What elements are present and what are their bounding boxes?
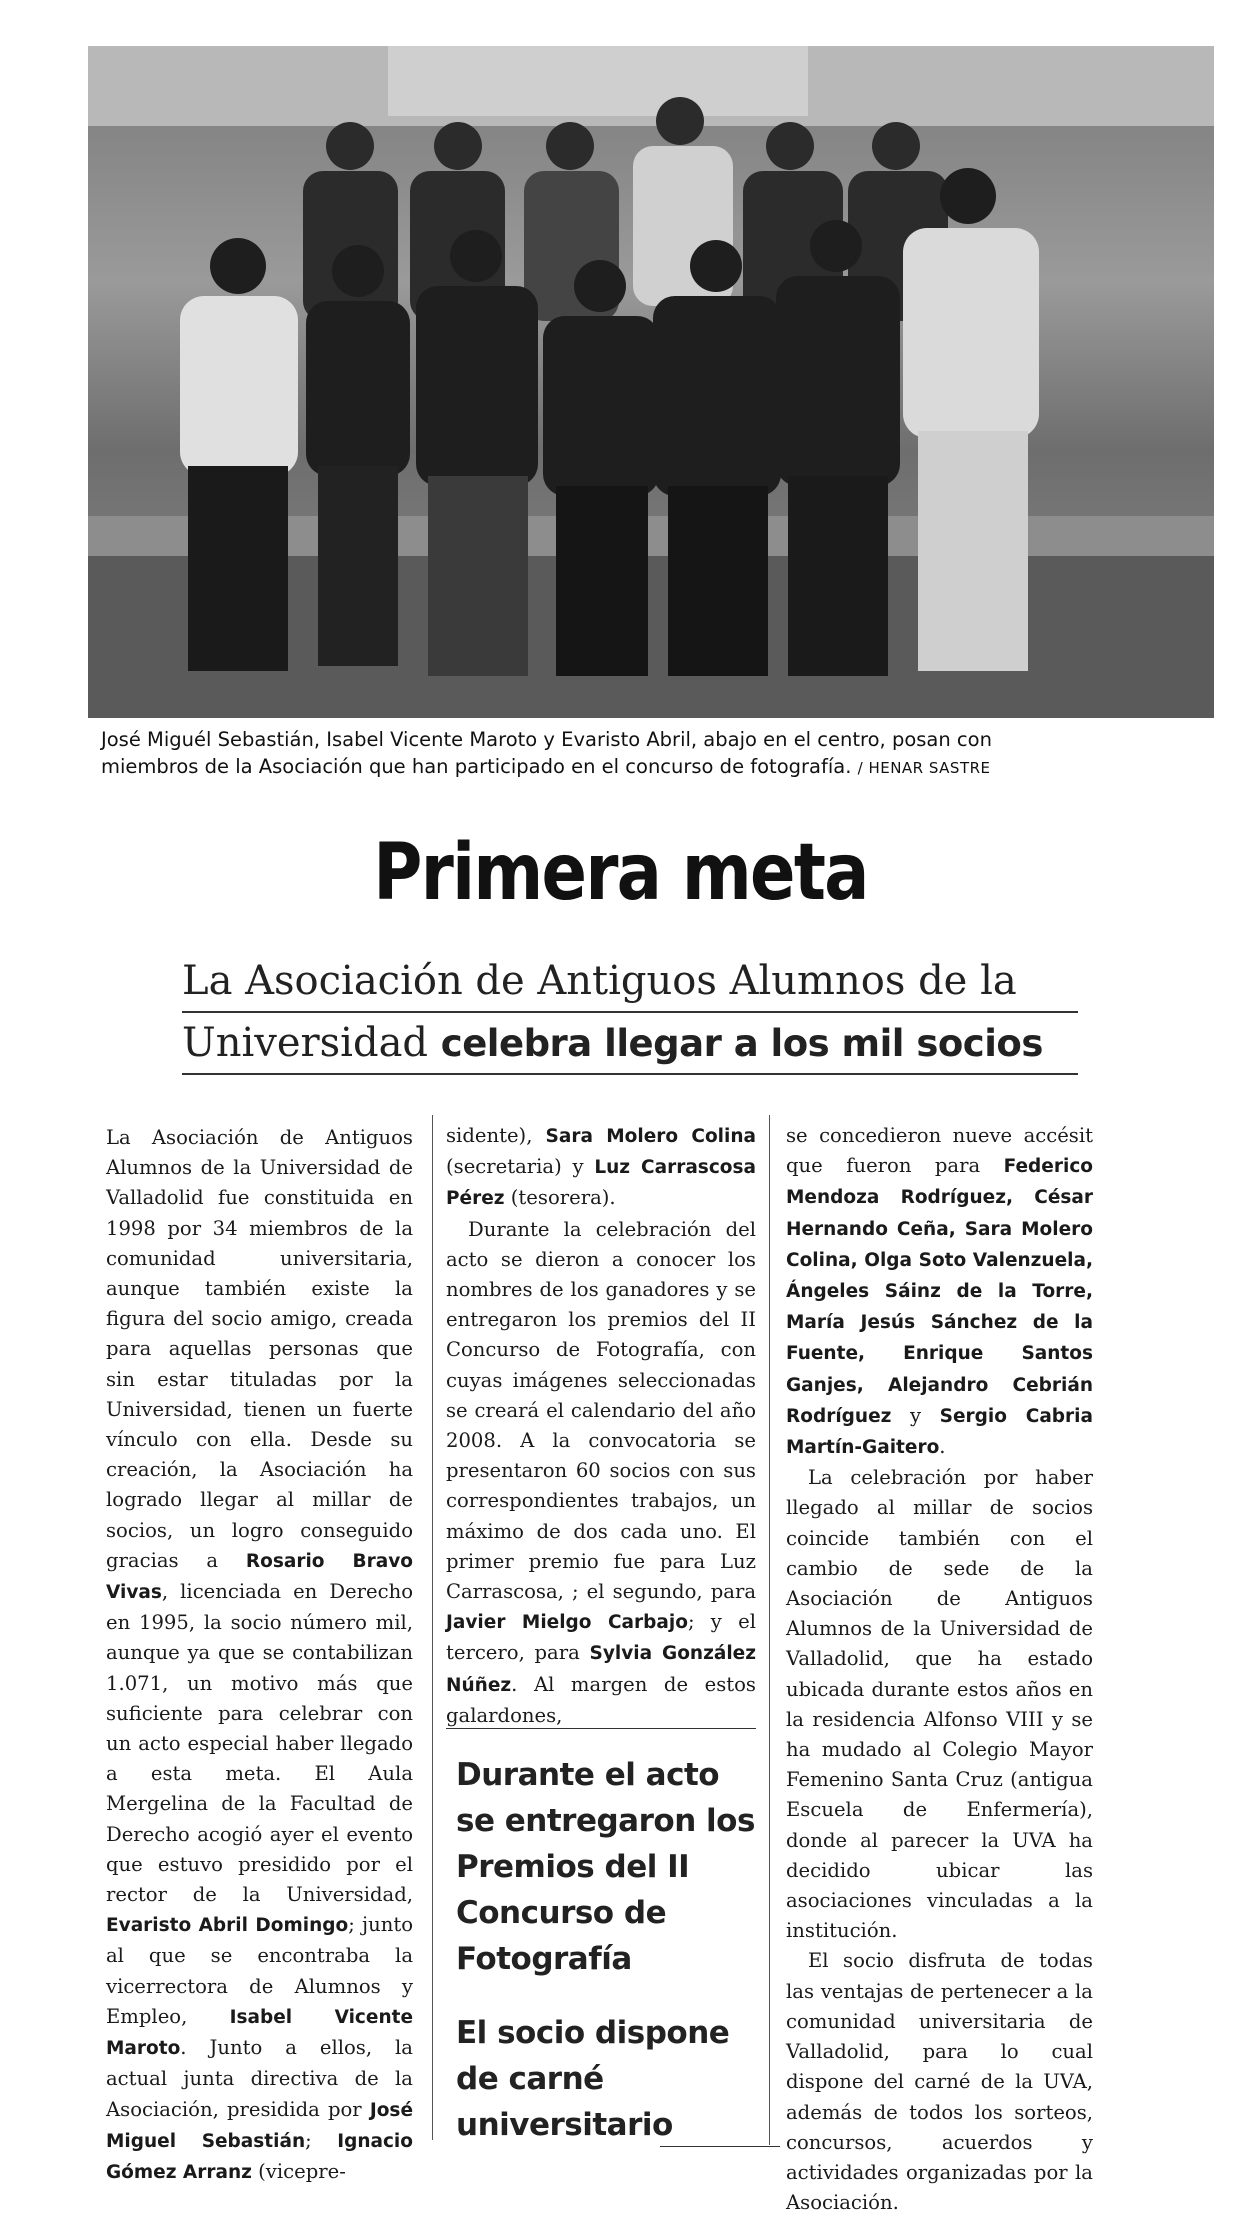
article-column-3: [786, 1121, 1093, 2218]
caption-line-1: José Miguél Sebastián, Isabel Vicente Maroto y Evaristo Abril, abajo en el centro, posan con: [101, 728, 992, 751]
group-photo: [88, 46, 1214, 718]
text-segment: ;: [305, 2128, 312, 2152]
text-segment: (tesorera).: [510, 1186, 616, 1210]
column-divider-1: [432, 1115, 433, 2140]
text-segment: (secretaria) y: [446, 1155, 584, 1179]
article-column-2: [446, 1121, 756, 1731]
text-segment: ; y el tercero, para: [446, 1610, 756, 1665]
pullquote-2: El socio dispone de carné universitario: [456, 2015, 730, 2143]
text-segment: (vicepre-: [258, 2159, 346, 2183]
bottom-rule: [660, 2146, 780, 2147]
person-name: Sara Molero Colina: [545, 1126, 756, 1147]
person-name: Rosario Bravo Vivas: [106, 1550, 413, 1604]
article-column-1: [106, 1123, 413, 2188]
text-segment: Durante la celebración del acto se dieron a conocer los nombres de los ganadores y se entregaron los premios del II Concurso de Fotografía, con cuyas imágenes seleccionadas se creará el calendario del año 2008. A la convocatoria se presentaron 60 socios con sus correspondientes trabajos, un máximo de dos cada uno. El primer premio fue para Luz Carrascosa, ; el segundo, para: [446, 1217, 756, 1604]
person-names: Federico Mendoza Rodríguez, César Hernando Ceña, Sara Molero Colina, Olga Soto Valenzuela, Ángeles Sáinz de la Torre, María Jesús Sánchez de la Fuente, Enrique Santos Ganjes, Alejandro Cebrián Rodríguez: [786, 1156, 1093, 1427]
column-divider-2: [769, 1115, 770, 2145]
subheadline-regular: Universidad: [182, 1020, 429, 1066]
person-name: Sylvia González Núñez: [446, 1643, 757, 1696]
subheadline-rule-bottom: [182, 1073, 1078, 1075]
text-segment: sidente),: [446, 1124, 533, 1147]
subheadline-bold: celebra llegar a los mil socios: [440, 1022, 1043, 1065]
text-segment: ; junto al que se encontraba la vicerrectora de Alumnos y Empleo,: [106, 1913, 413, 2028]
text-segment: La Asociación de Antiguos Alumnos de la Universidad de Valladolid fue constituida en 1998 por 34 miembros de la comunidad universitaria, aunque también existe la figura del socio amigo, creada para aquellas personas que sin estar tituladas por la Universidad, tienen un fuerte vínculo con ella. Desde su creación, la Asociación ha logrado llegar al millar de socios, un logro conseguido gracias a: [106, 1126, 413, 1572]
headline: Primera meta: [373, 828, 868, 918]
subheadline-line-2: [182, 1020, 1078, 1066]
column-3-paragraph-2: La celebración por haber llegado al millar de socios coincide también con el cambio de sede de la Asociación de Antiguos Alumnos de la Universidad de Valladolid, que ha estado ubicada durante estos años en la residencia Alfonso VIII y se ha mudado al Colegio Mayor Femenino Santa Cruz (antigua Escuela de Enfermería), donde al parecer la UVA ha decidido ubicar las asociaciones vinculadas a la institución.: [786, 1466, 1093, 1943]
person-name: Ignacio Gómez Arranz: [106, 2130, 413, 2183]
person-name: Evaristo Abril Domingo: [106, 1915, 349, 1937]
person-name: José Miguel Sebastián: [106, 2099, 413, 2152]
pullquote-rule: [446, 1728, 756, 1729]
photo-caption: [101, 726, 1181, 782]
subheadline-line-1: La Asociación de Antiguos Alumnos de la: [182, 958, 1017, 1004]
text-segment: . Junto a ellos, la actual junta directiva de la Asociación, presidida por: [106, 2036, 413, 2121]
photo-credit: / HENAR SASTRE: [857, 759, 991, 777]
column-2-paragraph-1: [446, 1121, 756, 1215]
person-name: Luz Carrascosa Pérez: [446, 1157, 756, 1210]
pullquote-1: Durante el acto se entregaron los Premios del II Concurso de Fotografía: [456, 1757, 755, 1977]
text-segment: se concedieron nueve accésit que fueron para: [786, 1124, 1093, 1178]
caption-line-2: miembros de la Asociación que han participado en el concurso de fotografía.: [101, 755, 852, 778]
person-name: Javier Mielgo Carbajo: [446, 1612, 688, 1634]
subheadline-rule-top: [182, 1011, 1078, 1013]
text-segment: , licenciada en Derecho en 1995, la socio número mil, aunque ya que se contabilizan 1.071, un motivo más que suficiente para celebrar con un acto especial haber llegado a esta meta. El Aula Mergelina de la Facultad de Derecho acogió ayer el evento que estuvo presidido por el rector de la Universidad,: [106, 1580, 413, 1907]
text-segment: . Al margen de estos galardones,: [446, 1672, 756, 1727]
text-segment: .: [939, 1435, 946, 1459]
column-3-paragraph-1: [786, 1121, 1093, 1463]
person-name: Isabel Vicente Maroto: [106, 2006, 413, 2060]
column-3-paragraph-3: El socio disfruta de todas las ventajas de pertenecer a la comunidad universitaria de Valladolid, para lo cual dispone del carné de la UVA, además de todos los sorteos, concursos, acuerdos y actividades organizadas por la Asociación.: [786, 1949, 1093, 2215]
person-name: Sergio Cabria Martín-Gaitero: [786, 1405, 1093, 1459]
group-photo-icon: [88, 46, 1214, 718]
text-segment: y: [909, 1403, 922, 1427]
column-1-paragraph: [106, 1123, 413, 2188]
column-2-paragraph-2: [446, 1215, 756, 1731]
